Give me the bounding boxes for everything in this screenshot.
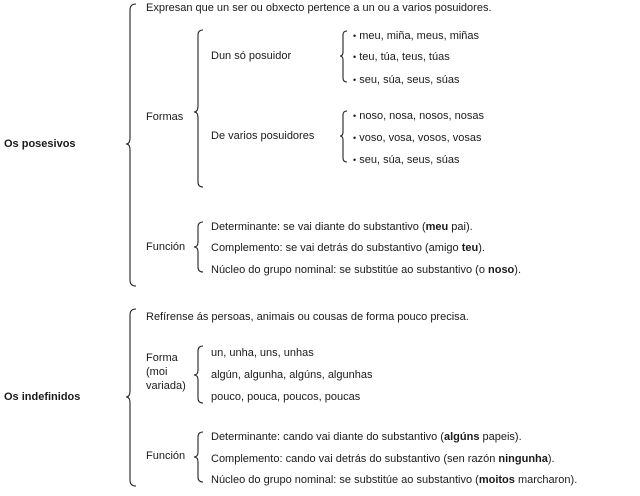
funcion-line bbox=[211, 453, 555, 466]
bullet-icon: • bbox=[353, 155, 357, 165]
item-text: voso, vosa, vosos, vosas bbox=[359, 132, 482, 144]
funcion-example: moitos bbox=[478, 474, 515, 486]
funcion-text: Núcleo do grupo nominal: se substitúe ao substantivo (o bbox=[211, 264, 488, 276]
item-text: seu, súa, seus, súas bbox=[359, 154, 460, 166]
list-item bbox=[353, 51, 450, 64]
list-item bbox=[353, 154, 460, 167]
bullet-icon: • bbox=[353, 75, 357, 85]
list-item bbox=[353, 74, 460, 87]
funcion-text: ). bbox=[478, 242, 485, 254]
funcion-example: algúns bbox=[443, 431, 480, 443]
bullet-icon: • bbox=[353, 111, 357, 121]
item-text: noso, nosa, nosos, nosas bbox=[359, 110, 484, 122]
funcion-line bbox=[211, 242, 485, 255]
brace-dun bbox=[340, 31, 347, 82]
funcion-text: Complemento: cando vai detrás do substantivo (sen razón bbox=[211, 453, 499, 465]
item-text: meu, miña, meus, miñas bbox=[359, 30, 480, 42]
bullet-icon: • bbox=[353, 31, 357, 41]
brace-funcion-pos bbox=[194, 222, 203, 272]
brace-varios bbox=[340, 111, 347, 162]
label-funcion-posesivos: Función bbox=[146, 241, 186, 253]
funcion-example: noso bbox=[488, 264, 515, 276]
item-text: seu, súa, seus, súas bbox=[359, 74, 460, 86]
label-de-varios-posuidores: De varios posuidores bbox=[211, 130, 315, 142]
funcion-example: teu bbox=[461, 242, 479, 254]
brace-funcion-ind bbox=[194, 432, 203, 482]
brace-forma-ind bbox=[194, 346, 203, 403]
label-formas: Formas bbox=[146, 111, 184, 123]
funcion-example: ningunha bbox=[498, 453, 548, 465]
funcion-text: Núcleo do grupo nominal: se substitúe ao substantivo ( bbox=[211, 474, 479, 486]
list-item: algún, algunha, algúns, algunhas bbox=[211, 369, 373, 381]
list-item bbox=[353, 110, 484, 123]
funcion-text: marcharon). bbox=[514, 474, 578, 486]
brace-formas bbox=[194, 30, 203, 187]
funcion-text: pai). bbox=[448, 221, 473, 233]
label-forma-indefinidos: variada) bbox=[146, 380, 186, 392]
bullet-icon: • bbox=[353, 52, 357, 62]
label-forma-indefinidos: (moi bbox=[146, 366, 168, 378]
label-forma-indefinidos: Forma bbox=[146, 352, 178, 364]
funcion-text: Determinante: cando vai diante do substantivo ( bbox=[211, 431, 444, 443]
section-title-posesivos: Os posesivos bbox=[4, 138, 76, 150]
intro-indefinidos: Refírense ás persoas, animais ou cousas de forma pouco precisa. bbox=[146, 311, 469, 323]
funcion-line bbox=[211, 221, 473, 234]
label-funcion-indefinidos: Función bbox=[146, 450, 186, 462]
list-item bbox=[353, 132, 482, 145]
item-text: teu, túa, teus, túas bbox=[359, 51, 450, 63]
list-item bbox=[353, 30, 479, 43]
list-item: un, unha, uns, unhas bbox=[211, 347, 314, 359]
list-item: pouco, pouca, poucos, poucas bbox=[211, 391, 361, 403]
bullet-icon: • bbox=[353, 133, 357, 143]
funcion-text: papeis). bbox=[479, 431, 522, 443]
funcion-text: Determinante: se vai diante do substantivo ( bbox=[211, 221, 426, 233]
funcion-line bbox=[211, 431, 522, 444]
section-title-indefinidos: Os indefinidos bbox=[4, 391, 81, 403]
funcion-line bbox=[211, 474, 577, 487]
intro-posesivos: Expresan que un ser ou obxecto pertence a un ou a varios posuidores. bbox=[146, 2, 492, 14]
funcion-text: Complemento: se vai detrás do substantivo (amigo bbox=[211, 242, 462, 254]
funcion-text: ). bbox=[547, 453, 555, 465]
funcion-text: ). bbox=[514, 264, 522, 276]
funcion-line bbox=[211, 264, 521, 277]
brace-indefinidos bbox=[126, 309, 136, 486]
funcion-example: meu bbox=[425, 221, 449, 233]
brace-posesivos bbox=[126, 4, 136, 286]
label-dun-so-posuidor: Dun só posuidor bbox=[211, 50, 292, 62]
